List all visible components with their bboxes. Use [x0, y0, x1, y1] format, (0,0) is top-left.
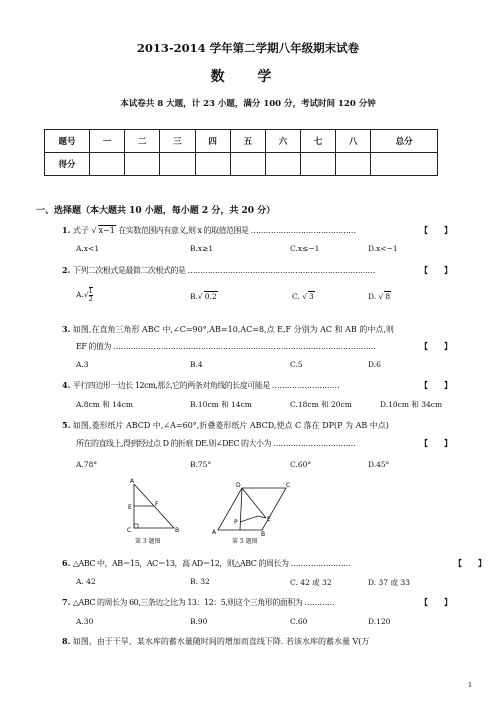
- table-row: [45, 130, 438, 153]
- section-heading: 一、选择题（本大题共 10 小题，每小题 2 分，共 20 分）: [36, 206, 276, 216]
- option-a: A.3: [76, 360, 89, 369]
- point-label: C: [127, 527, 132, 534]
- option-c: C.60°: [290, 460, 312, 469]
- option-c: C.x≤−1: [290, 244, 320, 253]
- question-text: EF 的值为 ……………………………………………………………………………………………: [76, 342, 376, 351]
- option-d: D.6: [368, 360, 381, 369]
- table-cell: 七: [301, 130, 336, 153]
- point-label: A: [212, 529, 217, 536]
- answer-bracket[interactable]: 【 】: [420, 341, 452, 351]
- option-c: C.18cm 和 20cm: [290, 400, 352, 409]
- score-input-cell[interactable]: [265, 153, 300, 176]
- figure-5-caption: 第 5 题图: [232, 538, 258, 545]
- option-b: B.75°: [190, 460, 212, 469]
- question-6: [62, 558, 351, 569]
- option-b: B.90: [190, 617, 208, 626]
- point-label: F: [155, 501, 159, 508]
- score-input-cell[interactable]: [301, 153, 336, 176]
- point-label: E: [267, 516, 271, 523]
- point-label: C: [286, 482, 291, 489]
- score-table: [44, 129, 438, 176]
- option-c: C.5: [290, 360, 303, 369]
- question-7: [62, 597, 334, 608]
- question-number: 1.: [62, 225, 71, 235]
- question-text: △ABC 的周长为 60,三条边之比为 13：12：5,则这个三角形的面积为 …………: [72, 598, 335, 607]
- point-label: B: [261, 531, 266, 536]
- radicand: 3: [309, 292, 314, 301]
- table-cell: 总分: [371, 130, 438, 153]
- question-3: [62, 324, 394, 335]
- score-input-cell[interactable]: [90, 153, 125, 176]
- score-input-cell[interactable]: [371, 153, 438, 176]
- figure-3-caption: 第 3 题图: [135, 538, 161, 545]
- question-3-line2: [76, 341, 375, 352]
- option-d: D. 37 或 33: [368, 578, 410, 587]
- question-2: [62, 265, 375, 276]
- option-a: A.78°: [76, 460, 98, 469]
- option-c: C. √ 3: [292, 292, 314, 301]
- question-text: 如图,在直角三角形 ABC 中,∠C=90°,AB=10,AC=8,点 E,F 分别为 AC 和 AB 的中点,则: [72, 325, 394, 334]
- option-c: C. 42 或 32: [290, 578, 332, 587]
- question-text: 所在的直线上,得到经过点 D 的折痕 DE.则∠DEC 的大小为 ……………………………: [76, 439, 356, 448]
- question-5-line2: [76, 438, 356, 449]
- question-text: 如图，由于干旱，某水库的蓄水量随时间的增加而直线下降. 若该水库的蓄水量 V(万: [72, 637, 370, 646]
- question-1: 1. 式子 √ x−1 在实数范围内有意义,则 x 的取值范围是 ……………………………………: [62, 225, 356, 235]
- option-a: A.√ $\frac{1}{2}$: [76, 287, 93, 303]
- question-number: 2.: [62, 265, 71, 275]
- score-input-cell[interactable]: [336, 153, 371, 176]
- score-input-cell[interactable]: [230, 153, 265, 176]
- option-b: B. 32: [190, 577, 210, 586]
- table-cell: 一: [90, 130, 125, 153]
- figure-3-diagram: [122, 476, 186, 534]
- option-b: B.√ 0.2: [190, 292, 217, 301]
- option-d: D.10cm 和 34cm: [380, 400, 443, 409]
- answer-bracket[interactable]: 【 】: [420, 597, 452, 607]
- numerator: 1: [88, 287, 93, 295]
- page-number: 1: [468, 681, 473, 689]
- table-cell: 得分: [45, 153, 90, 176]
- question-text: 如图,菱形纸片 ABCD 中,∠A=60°,折叠菱形纸片 ABCD,使点 C 落在 DP(P 为 AB 中点): [72, 421, 389, 430]
- radicand: x−1: [98, 226, 115, 235]
- exam-title: 2013-2014 学年第二学期八年级期末试卷: [136, 41, 360, 55]
- question-4: [62, 380, 339, 391]
- question-number: 8.: [62, 636, 71, 646]
- answer-bracket[interactable]: 【 】: [420, 265, 452, 275]
- option-d: D.45°: [368, 460, 390, 469]
- table-cell: 四: [195, 130, 230, 153]
- point-label: B: [175, 527, 180, 534]
- table-cell: 二: [125, 130, 160, 153]
- score-input-cell[interactable]: [125, 153, 160, 176]
- question-number: 5.: [62, 420, 71, 430]
- point-label: D: [236, 482, 241, 489]
- question-text: 式子: [72, 226, 89, 235]
- option-label: B.: [190, 292, 198, 301]
- question-number: 7.: [62, 597, 71, 607]
- point-label: A: [130, 478, 135, 485]
- question-text: 在实数范围内有意义,则 x 的取值范围是 ……………………………………: [118, 226, 356, 235]
- question-text: 下列二次根式是最简二次根式的是 …………………………………………………………………: [72, 266, 375, 275]
- table-cell: 题号: [45, 130, 90, 153]
- table-cell: 六: [265, 130, 300, 153]
- option-label: A.: [76, 290, 84, 299]
- answer-bracket[interactable]: 【 】: [420, 225, 452, 235]
- question-text: 平行四边形一边长 12cm,那么它的两条对角线的长度可能是 ………………………: [72, 381, 340, 390]
- radicand: 0.2: [204, 292, 217, 301]
- question-5: [62, 420, 389, 431]
- figure-5-diagram: [208, 480, 294, 536]
- option-c: C.60: [290, 617, 308, 626]
- option-label: C.: [292, 292, 300, 301]
- subject-title: 数 学: [210, 69, 286, 85]
- table-row: [45, 153, 438, 176]
- score-input-cell[interactable]: [195, 153, 230, 176]
- option-a: A. 42: [76, 577, 96, 586]
- point-label: P: [234, 519, 238, 526]
- answer-bracket[interactable]: 【 】: [420, 380, 452, 390]
- option-label: D.: [368, 292, 377, 301]
- question-8: [62, 636, 369, 647]
- option-b: B.10cm 和 14cm: [190, 400, 252, 409]
- option-a: A.30: [76, 617, 94, 626]
- table-cell: 八: [336, 130, 371, 153]
- question-number: 6.: [62, 558, 71, 568]
- table-cell: 五: [230, 130, 265, 153]
- option-d: D.120: [368, 617, 391, 626]
- exam-info: 本试卷共 8 大题，计 23 小题，满分 100 分，考试时间 120 分钟: [120, 99, 376, 109]
- denominator: 2: [88, 295, 93, 303]
- table-cell: 三: [160, 130, 195, 153]
- point-label: E: [128, 504, 132, 511]
- question-text: △ABC 中，AB＝15，AC＝13，高 AD＝12，则△ABC 的周长为 ……………………: [72, 559, 351, 568]
- option-b: B.x≥1: [190, 244, 214, 253]
- score-input-cell[interactable]: [160, 153, 195, 176]
- question-number: 4.: [62, 380, 71, 390]
- option-d: D.x<−1: [368, 244, 398, 253]
- option-d: D. √ 8: [368, 292, 391, 301]
- radicand: 8: [385, 292, 391, 301]
- option-a: A.8cm 和 14cm: [76, 400, 134, 409]
- answer-bracket[interactable]: 【 】: [454, 558, 486, 568]
- option-b: B.4: [190, 360, 203, 369]
- option-a: A.x<1: [76, 244, 100, 253]
- question-number: 3.: [62, 324, 71, 334]
- fraction: [89, 287, 93, 303]
- answer-bracket[interactable]: 【 】: [420, 438, 452, 448]
